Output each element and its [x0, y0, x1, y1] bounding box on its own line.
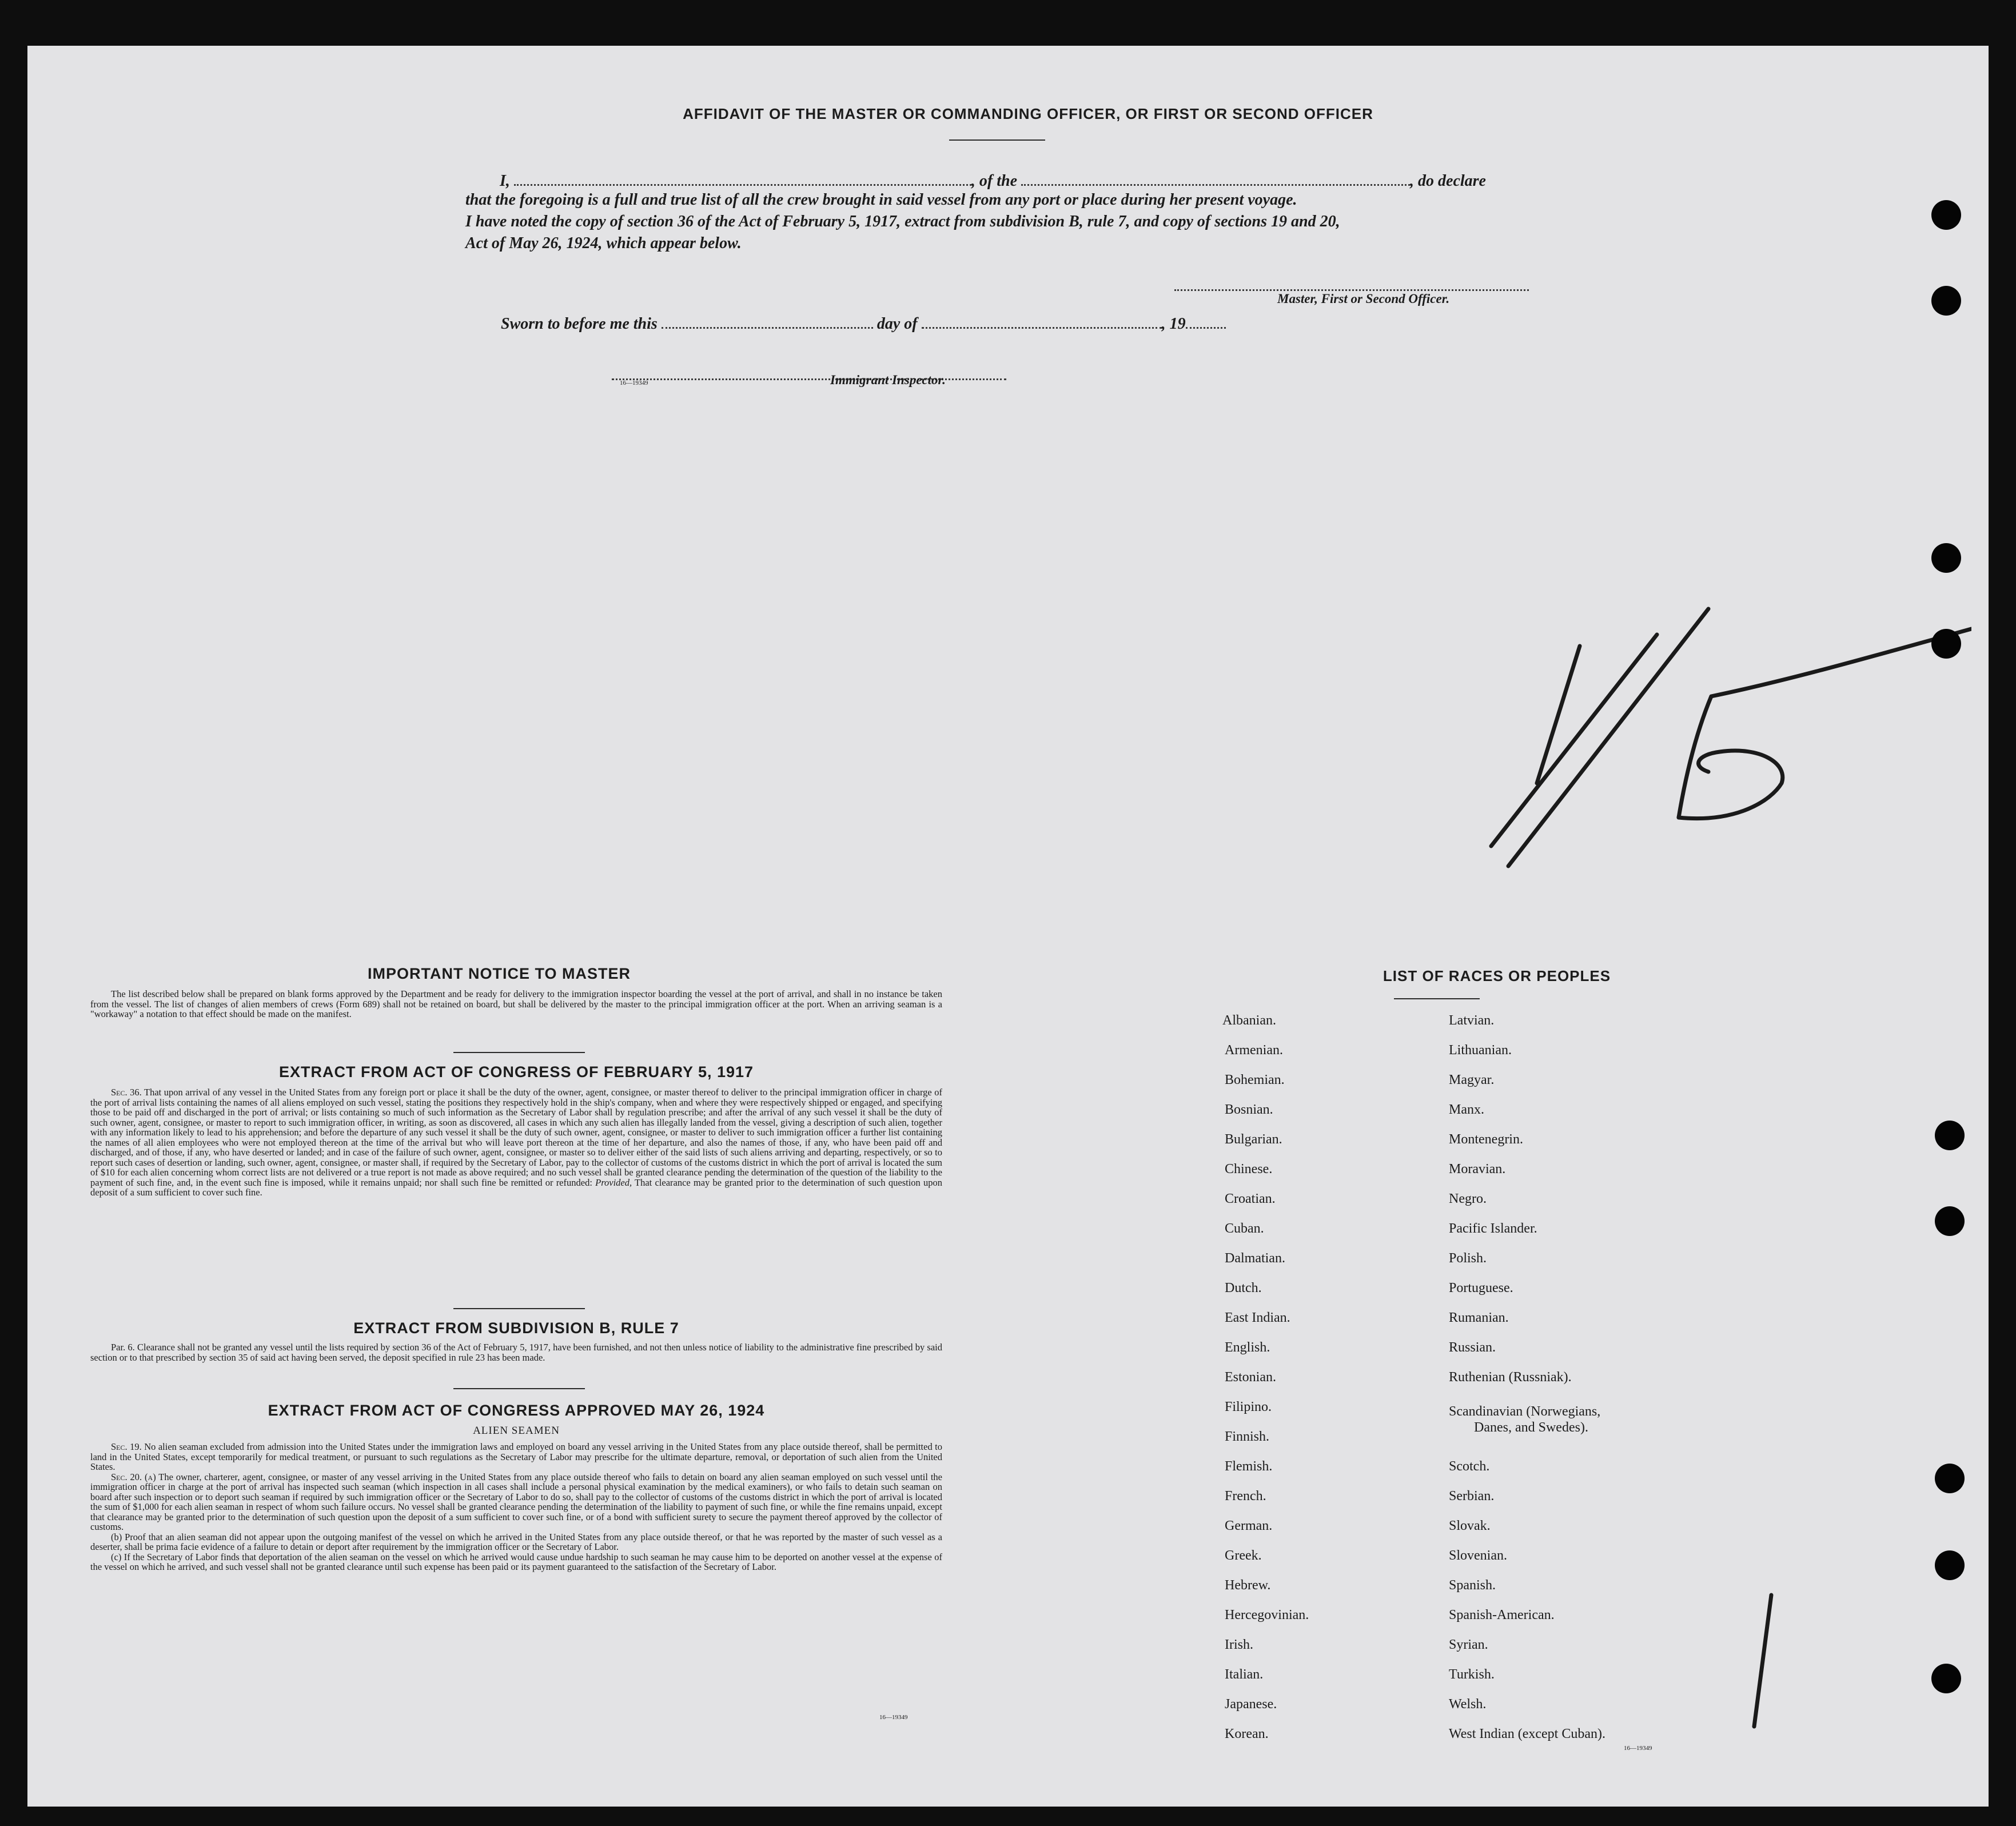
master-label: Master, First or Second Officer.: [1277, 292, 1450, 306]
sec-20a-text: The owner, charterer, agent, consignee, or master of any vessel arriving in the United States from any place outside thereof who fails to detain on board any alien seaman employed on such vessel until the immigration officer in charge at the port of arrival has inspected such seaman (which inspection in all cases shall include a personal physical examination by the medical examiners), or who fails to detain such seaman on board after such inspection or to deport such seaman if required by such immigration officer or the Secretary of Labor to do so, shall pay to the collector of customs of the customs district in which the port of arrival is located the sum of $1,000 for each alien seaman in respect of whom such failure occurs. No vessel shall be granted clearance pending the determination of the liability to payment of such fine, or while the fine remains unpaid, except that clearance may be granted prior to the determination of such question upon the deposit of a sum sufficient to cover such fine, or of a bond with sufficient surety to secure the payment thereof approved by the collector of customs.: [90, 1471, 943, 1532]
race-item: Korean.: [1225, 1727, 1269, 1741]
binder-hole: [1935, 1121, 1965, 1150]
race-item: French.: [1225, 1489, 1266, 1504]
binder-hole: [1931, 200, 1961, 230]
name-blank[interactable]: [514, 169, 971, 186]
race-item: Turkish.: [1449, 1667, 1495, 1682]
extract-1917-body: [90, 1087, 942, 1198]
sec-20a-paragraph: [90, 1472, 942, 1532]
race-item: Croatian.: [1225, 1191, 1276, 1206]
rule7-title: EXTRACT FROM SUBDIVISION B, RULE 7: [353, 1319, 679, 1337]
races-divider: [1394, 998, 1480, 999]
inspector-signature-blank[interactable]: [612, 364, 1006, 380]
affidavit-form-number: 16—19349: [620, 380, 648, 386]
sworn-line-mid: day of: [876, 315, 918, 333]
vessel-blank[interactable]: [1021, 169, 1410, 186]
sec-20b-paragraph: (b) Proof that an alien seaman did not appear upon the outgoing manifest of the vessel on which he arrived in the United States from any place outside thereof, or that he was reported by the master of such vessel as a deserter, shall be prima facie evidence of a failure to detain or deport after requirement by the immigration officer or the Secretary of Labor.: [90, 1531, 942, 1552]
race-item: Ruthenian (Russniak).: [1449, 1370, 1572, 1385]
notice-title: IMPORTANT NOTICE TO MASTER: [368, 965, 631, 982]
race-item: Montenegrin.: [1449, 1132, 1523, 1147]
sworn-line-start: Sworn to before me this: [501, 315, 658, 333]
race-item: German.: [1225, 1518, 1273, 1533]
race-item: Spanish.: [1449, 1578, 1496, 1593]
affidavit-line-1-mid: , of the: [971, 172, 1018, 190]
race-item: Lithuanian.: [1449, 1043, 1512, 1058]
binder-hole: [1931, 629, 1961, 659]
provided-word: Provided,: [595, 1177, 632, 1188]
binder-hole: [1935, 1206, 1965, 1236]
race-item: Hebrew.: [1225, 1578, 1271, 1593]
race-item: Rumanian.: [1449, 1310, 1509, 1325]
sec-19-label: Sec. 19.: [111, 1441, 142, 1452]
race-item: Slovenian.: [1449, 1548, 1507, 1563]
extract-1924-body: [90, 1442, 942, 1572]
race-item: Negro.: [1449, 1191, 1487, 1206]
race-item: Irish.: [1225, 1637, 1253, 1652]
race-item: Russian.: [1449, 1340, 1496, 1355]
race-item: Chinese.: [1225, 1162, 1273, 1177]
race-item: Bosnian.: [1225, 1102, 1273, 1117]
binder-hole: [1931, 1664, 1961, 1693]
affidavit-title: AFFIDAVIT OF THE MASTER OR COMMANDING OFFICER, OR FIRST OR SECOND OFFICER: [683, 105, 1373, 122]
extract-1924-title: EXTRACT FROM ACT OF CONGRESS APPROVED MAY 26, 1924: [268, 1402, 765, 1419]
race-item: English.: [1225, 1340, 1270, 1355]
affidavit-line-1-start: I,: [500, 172, 510, 190]
notice-body: The list described below shall be prepared on blank forms approved by the Department and be ready for delivery to the immigration inspector boarding the vessel at the port of arrival, and shall in no instance be taken from the vessel. The list of changes of alien members of crews (Form 689) shall not be retained on board, but shall be delivered by the master to the principal immigration officer at the port. When an arriving seaman is a "workaway" a notation to that effect should be made on the manifest.: [90, 988, 942, 1019]
sworn-year-blank[interactable]: [1186, 312, 1226, 329]
race-item: Latvian.: [1449, 1013, 1495, 1028]
race-item: Cuban.: [1225, 1221, 1264, 1236]
binder-hole: [1935, 1464, 1965, 1493]
affidavit-line-2: that the foregoing is a full and true list of all the crew brought in said vessel from any port or place during her present voyage.: [465, 191, 1297, 209]
extract-1917-title: EXTRACT FROM ACT OF CONGRESS OF FEBRUARY 5, 1917: [278, 1063, 754, 1081]
race-item: Slovak.: [1449, 1518, 1491, 1533]
sec-20-label: Sec. 20. (a): [111, 1471, 156, 1482]
alien-seamen-subtitle: ALIEN SEAMEN: [473, 1425, 560, 1437]
inspector-label: Immigrant Inspector.: [830, 373, 946, 387]
sworn-month-blank[interactable]: [922, 312, 1162, 329]
master-signature-blank[interactable]: [1174, 274, 1529, 291]
race-item: Polish.: [1449, 1251, 1487, 1266]
race-item: Portuguese.: [1449, 1281, 1513, 1295]
race-item: Syrian.: [1449, 1637, 1488, 1652]
sec-36-text: That upon arrival of any vessel in the United States from any foreign port or place it shall be the duty of the owner, agent, consignee, or master thereof to deliver to the principal immigration officer in charge of the port of arrival lists containing the names of all aliens employed on such vessel, stating the positions they respectively hold in the ship's company, when and where they were respectively shipped or engaged, and specifying those to be paid off and discharged in the port of arrival; or lists containing so much of such information as the Secretary of Labor shall by regulation prescribe; and after the arrival of any such vessel it shall be the duty of such owner, agent, consignee, or master to report to such immigration officer, in writing, as soon as discovered, all cases in which any such alien has illegally landed from the vessel, giving a description of such alien, together with any information likely to lead to his apprehension; and before the departure of any such vessel it shall be the duty of such owner, agent, consignee, or master to deliver to such immigration officer a further list containing the names of all alien employees who were not employed thereon at the time of the arrival but who will leave port thereon at the time of her departure, and also the names of those, if any, who have been paid off and discharged, and of those, if any, who have deserted or landed; and in case of the failure of such owner, agent, consignee, or master so to deliver either of the said lists of such aliens arriving and departing, respectively, or so to report such cases of desertion or landing, such owner, agent, consignee, or master shall, if required by the Secretary of Labor, pay to the collector of customs of the customs district in which the port of arrival is located the sum of $10 for each alien concerning whom correct lists are not delivered or a true report is not made as above required; and no such vessel shall be granted clearance pending the determination of the question of the liability to the payment of such fine, and, in the event such fine is imposed, while it remains unpaid; nor shall such fine be remitted or refunded:: [90, 1087, 943, 1188]
race-item: Japanese.: [1225, 1697, 1277, 1712]
sworn-day-blank[interactable]: [662, 312, 873, 329]
race-item: Spanish-American.: [1449, 1608, 1555, 1622]
race-item: Albanian.: [1222, 1013, 1276, 1028]
race-item: Pacific Islander.: [1449, 1221, 1537, 1236]
sworn-line: [501, 312, 1226, 333]
race-item: Finnish.: [1225, 1429, 1270, 1444]
race-item: Dutch.: [1225, 1281, 1262, 1295]
race-item: Armenian.: [1225, 1043, 1283, 1058]
sec-36-text-end: That clearance may be granted prior to the determination of such question upon deposit of a sum sufficient to cover such fine.: [90, 1177, 942, 1198]
race-item: Filipino.: [1225, 1400, 1272, 1414]
title-divider: [949, 139, 1045, 141]
races-form-number: 16—19349: [1624, 1745, 1652, 1752]
extract-1917-divider: [453, 1052, 585, 1053]
race-item: Bohemian.: [1225, 1073, 1285, 1087]
document-page: [27, 46, 1989, 1807]
sec-36-label: Sec. 36.: [111, 1087, 142, 1098]
race-item: Serbian.: [1449, 1489, 1495, 1504]
sec-20c-paragraph: (c) If the Secretary of Labor finds that deportation of the alien seaman on the vessel on which he arrived would cause undue hardship to such seaman he may cause him to be deported on another vessel at the expense of the vessel on which he arrived, and such vessel shall not be granted clearance until such expense has been paid or its payment guaranteed to the satisfaction of the Secretary of Labor.: [90, 1551, 942, 1572]
handwritten-notation: [1468, 549, 1971, 869]
extract-form-number: 16—19349: [879, 1714, 908, 1721]
affidavit-line-3: I have noted the copy of section 36 of the Act of February 5, 1917, extract from subdivision B, rule 7, and copy of sections 19 and 20,: [465, 213, 1340, 230]
sworn-line-end: , 19: [1161, 315, 1186, 333]
race-item: Welsh.: [1449, 1697, 1487, 1712]
race-item: Scandinavian (Norwegians,: [1449, 1404, 1601, 1419]
binder-hole: [1931, 543, 1961, 573]
race-item: Moravian.: [1449, 1162, 1506, 1177]
race-item: Magyar.: [1449, 1073, 1495, 1087]
handwritten-stroke: [1743, 1589, 1783, 1738]
race-item: West Indian (except Cuban).: [1449, 1727, 1605, 1741]
extract-1924-divider: [453, 1388, 585, 1389]
race-item: Italian.: [1225, 1667, 1264, 1682]
binder-hole: [1935, 1550, 1965, 1580]
race-item: Bulgarian.: [1225, 1132, 1282, 1147]
binder-hole: [1931, 286, 1961, 316]
rule7-body: Par. 6. Clearance shall not be granted any vessel until the lists required by section 36 of the Act of February 5, 1917, have been furnished, and not then unless notice of liability to the administrative fine prescribed by said section or to that prescribed by section 35 of said act having been served, the deposit specified in rule 23 has been made.: [90, 1342, 942, 1363]
race-item: Danes, and Swedes).: [1474, 1420, 1588, 1435]
sec-19-paragraph: [90, 1442, 942, 1472]
race-item: Greek.: [1225, 1548, 1262, 1563]
race-item: Estonian.: [1225, 1370, 1276, 1385]
affidavit-line-1-end: , do declare: [1410, 172, 1486, 190]
race-item: East Indian.: [1225, 1310, 1290, 1325]
sec-19-text: No alien seaman excluded from admission into the United States under the immigration laws and employed on board any vessel arriving in the United States from any place outside thereof, shall be permitted to land in the United States, except temporarily for medical treatment, or pursuant to such regulations as the Secretary of Labor may prescribe for the ultimate departure, removal, or deportation of such alien from the United States.: [90, 1441, 943, 1472]
races-title: LIST OF RACES OR PEOPLES: [1382, 967, 1611, 984]
race-item: Manx.: [1449, 1102, 1484, 1117]
race-item: Flemish.: [1225, 1459, 1273, 1474]
affidavit-line-1: [500, 169, 1586, 190]
race-item: Scotch.: [1449, 1459, 1490, 1474]
affidavit-line-4: Act of May 26, 1924, which appear below.: [465, 234, 742, 252]
rule7-divider: [453, 1308, 585, 1309]
race-item: Hercegovinian.: [1225, 1608, 1309, 1622]
race-item: Dalmatian.: [1225, 1251, 1285, 1266]
